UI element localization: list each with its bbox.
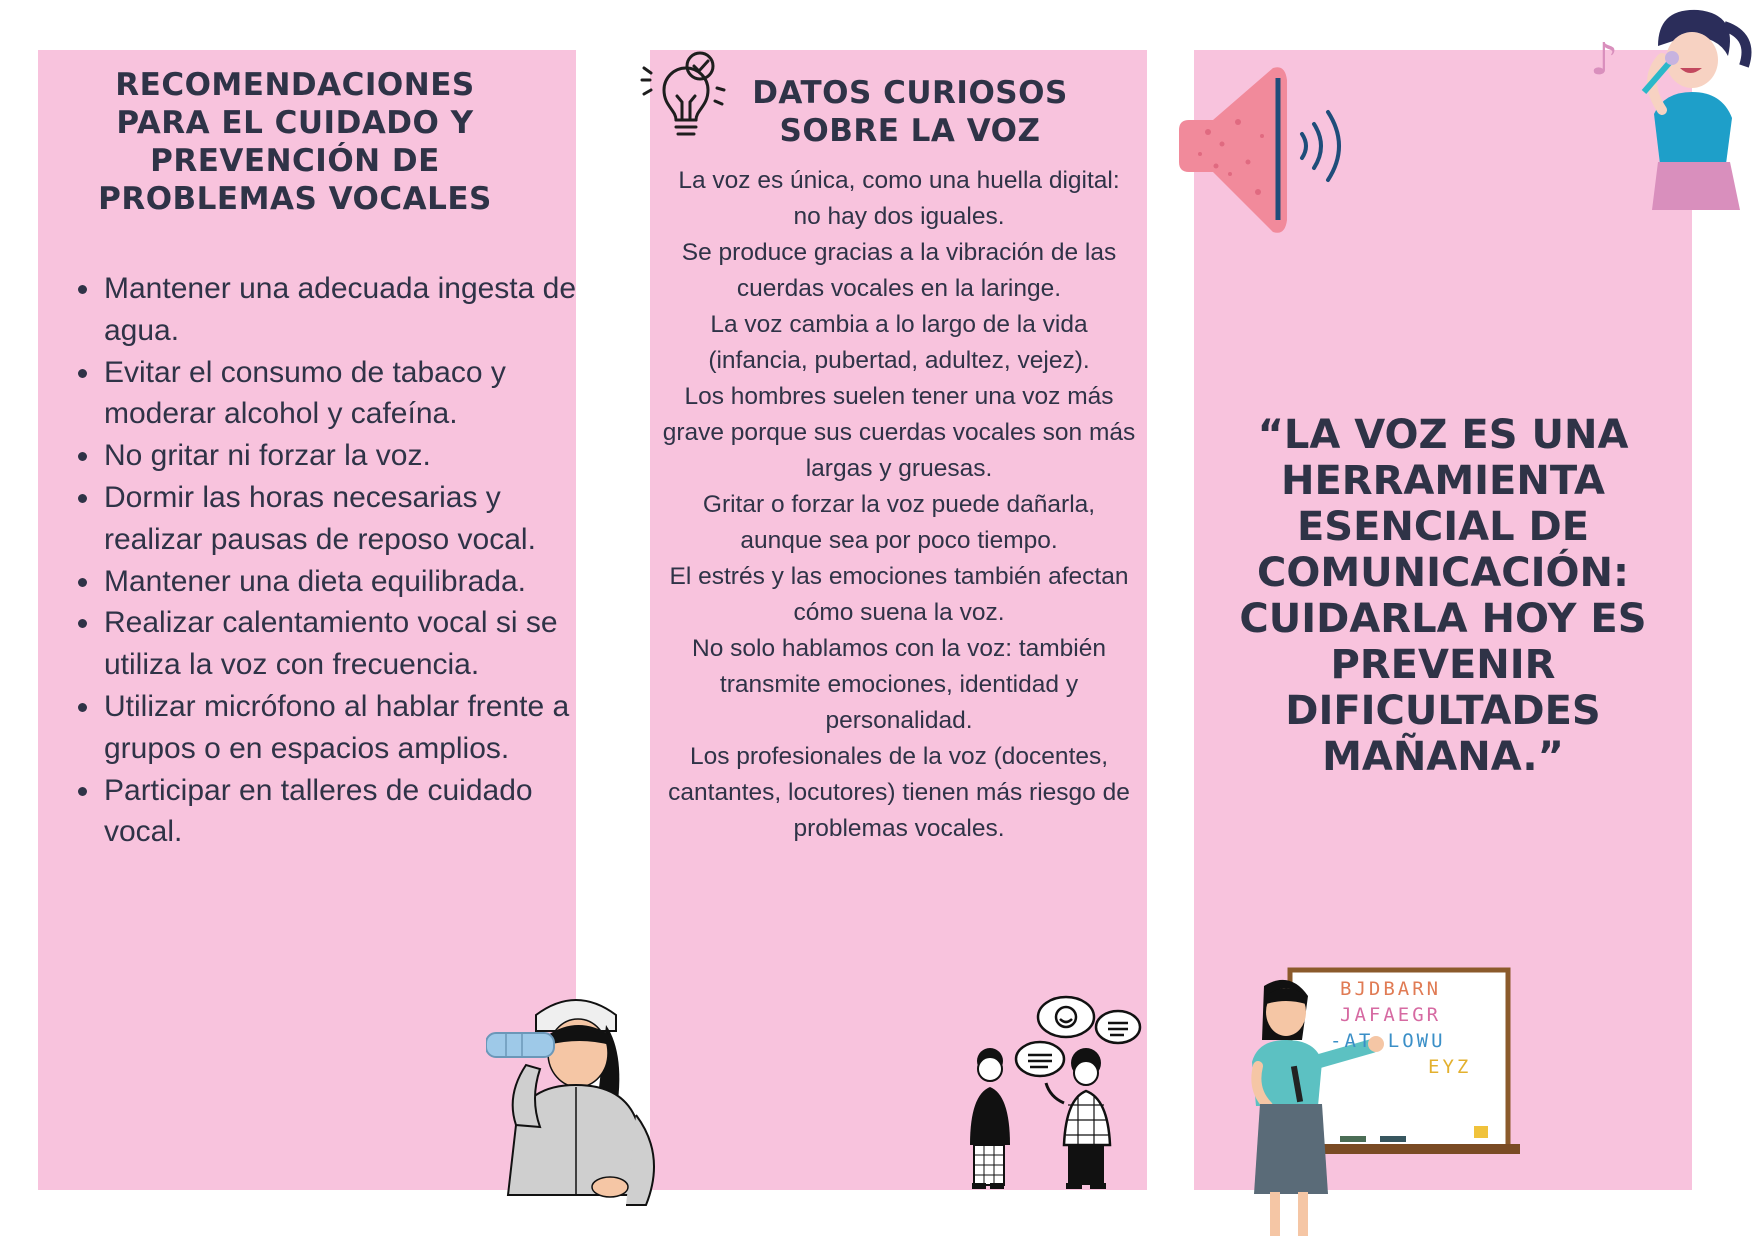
quote-line: PREVENIR [1330,642,1556,688]
list-item: • No gritar ni forzar la voz. [102,435,602,477]
fact-item: Los hombres suelen tener una voz más grave porque sus cuerdas vocales son más largas y gruesas. [662,383,1136,482]
fact-item: El estrés y las emociones también afectan cómo suena la voz. [669,563,1129,626]
recommendations-title [60,66,530,218]
fact-item: Los profesionales de la voz (docentes, cantantes, locutores) tienen más riesgo de problemas vocales. [668,743,1130,842]
quote-line: CUIDARLA HOY ES [1239,596,1647,642]
whiteboard-line: EYZ [1428,1056,1472,1078]
fact-item: Gritar o forzar la voz puede dañarla, aunque sea por poco tiempo. [702,491,1096,554]
facts-title [730,74,1090,150]
quote-line: HERRAMIENTA [1281,458,1605,504]
megaphone-speaker-icon [1178,62,1358,237]
facts-text [662,163,1136,847]
recommendations-list [64,268,602,853]
whiteboard-line: -AT LOWU [1330,1030,1446,1052]
quote-line: DIFICULTADES [1285,688,1601,734]
whiteboard-line: JAFAEGR [1340,1004,1442,1026]
list-item: • Participar en talleres de cuidado vocal. [102,770,602,854]
list-item: • Evitar el consumo de tabaco y moderar alcohol y cafeína. [102,352,602,436]
music-note-icon: ♪ [1590,34,1619,85]
list-item: • Utilizar micrófono al hablar frente a grupos o en espacios amplios. [102,686,602,770]
title-line: PROBLEMAS VOCALES [98,181,492,217]
whiteboard-text [1330,976,1500,1080]
two-people-talking-icon [948,995,1148,1195]
fact-item: La voz cambia a lo largo de la vida (infancia, pubertad, adultez, vejez). [708,311,1090,374]
fact-item: Se produce gracias a la vibración de las cuerdas vocales en la laringe. [681,239,1117,302]
quote-line: ESENCIAL DE [1296,504,1590,550]
list-item: • Realizar calentamiento vocal si se utiliza la voz con frecuencia. [102,602,602,686]
quote-line: MAÑANA.” [1322,734,1564,780]
whiteboard-line: BJDBARN [1340,978,1442,1000]
list-item: • Mantener una adecuada ingesta de agua. [102,268,602,352]
list-item: • Mantener una dieta equilibrada. [102,561,602,603]
title-line: DATOS CURIOSOS [752,75,1068,111]
title-line: PREVENCIÓN DE [150,143,440,179]
quote-text [1208,412,1678,780]
title-line: SOBRE LA VOZ [779,113,1041,149]
woman-drinking-water-icon [486,985,686,1215]
fact-item: La voz es única, como una huella digital: no hay dos iguales. [678,167,1120,230]
quote-line: “LA VOZ ES UNA [1257,412,1629,458]
fact-item: No solo hablamos con la voz: también transmite emociones, identidad y personalidad. [692,635,1106,734]
lightbulb-icon [638,50,728,140]
list-item: • Dormir las horas necesarias y realizar pausas de reposo vocal. [102,477,602,561]
quote-line: COMUNICACIÓN: [1256,550,1630,596]
title-line: PARA EL CUIDADO Y [116,105,474,141]
title-line: RECOMENDACIONES [115,67,475,103]
teacher-whiteboard-icon [1240,966,1530,1241]
